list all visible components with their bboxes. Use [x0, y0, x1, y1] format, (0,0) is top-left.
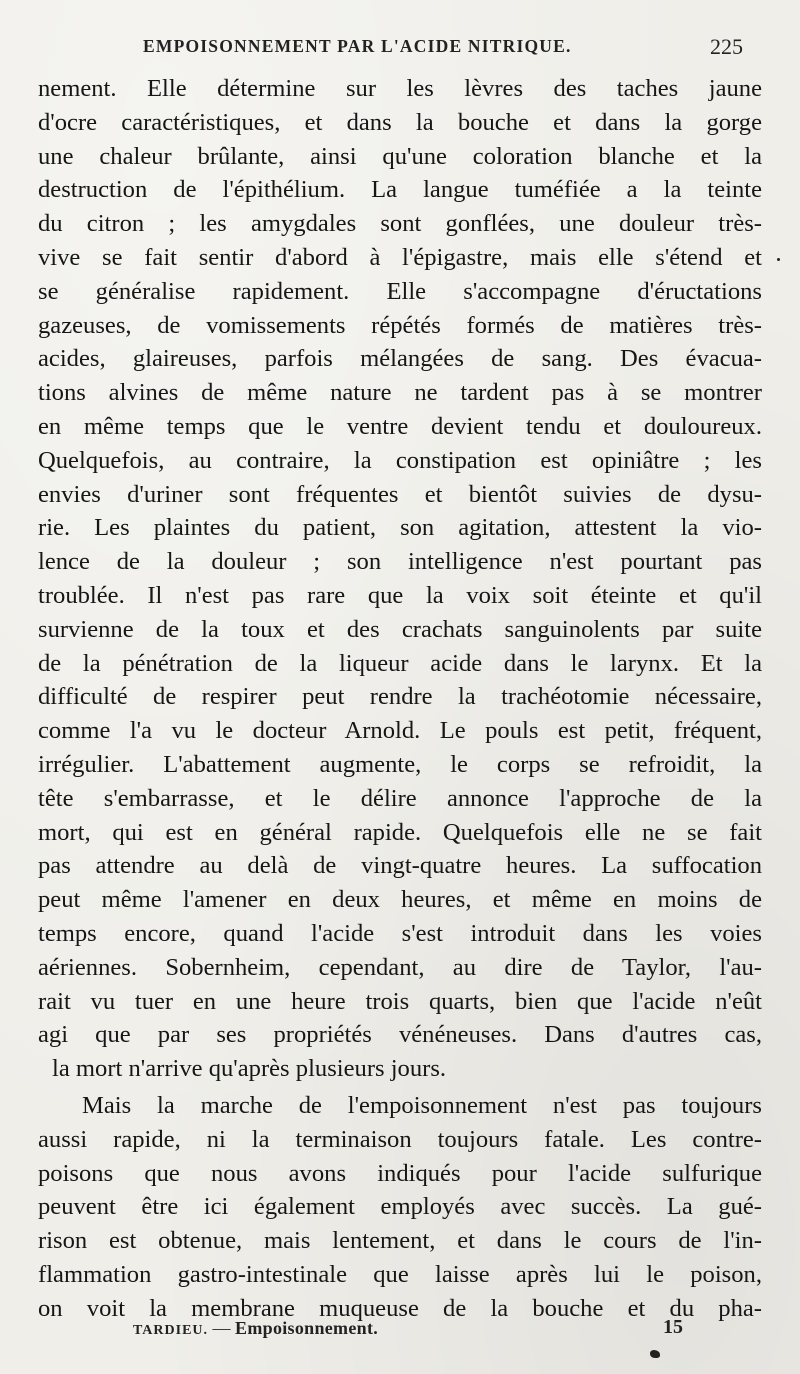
- text-line: d'ocre caractéristiques, et dans la bouche et dans la gorge: [38, 108, 762, 136]
- text-line: irrégulier. L'abattement augmente, le corps se refroidit, la: [38, 750, 762, 778]
- footer-signature: [133, 1318, 378, 1339]
- text-line: tête s'embarrasse, et le délire annonce l'approche de la: [38, 784, 762, 812]
- text-line: nement. Elle détermine sur les lèvres des taches jaune: [38, 75, 762, 102]
- paragraph-start-line: Mais la marche de l'empoisonnement n'est pas toujours: [82, 1091, 762, 1119]
- text-line: gazeuses, de vomissements répétés formés de matières très-: [38, 311, 762, 339]
- text-line: poisons que nous avons indiqués pour l'acide sulfurique: [38, 1159, 762, 1187]
- text-line: se généralise rapidement. Elle s'accompagne d'éructations: [38, 277, 762, 305]
- paragraph-end-line: la mort n'arrive qu'après plusieurs jours.: [52, 1055, 447, 1083]
- text-line: destruction de l'épithélium. La langue tuméfiée a la teinte: [38, 176, 762, 204]
- page-number: 225: [710, 34, 743, 59]
- text-line: lence de la douleur ; son intelligence n'est pourtant pas: [38, 548, 762, 576]
- text-line: acides, glaireuses, parfois mélangées de sang. Des évacua-: [38, 345, 762, 373]
- text-line: temps encore, quand l'acide s'est introduit dans les voies: [38, 919, 762, 947]
- footer-dash: —: [208, 1318, 236, 1338]
- text-line: mort, qui est en général rapide. Quelquefois elle ne se fait: [38, 818, 762, 846]
- text-line: troublée. Il n'est pas rare que la voix soit éteinte et qu'il: [38, 581, 762, 609]
- signature-mark: 15: [663, 1316, 683, 1338]
- text-line: flammation gastro-intestinale que laisse après lui le poison,: [38, 1260, 762, 1288]
- text-line: comme l'a vu le docteur Arnold. Le pouls est petit, fréquent,: [38, 717, 762, 745]
- text-line: difficulté de respirer peut rendre la trachéotomie nécessaire,: [38, 683, 762, 711]
- text-line: Quelquefois, au contraire, la constipation est opiniâtre ; les: [38, 446, 762, 474]
- text-line: survienne de la toux et des crachats sanguinolents par suite: [38, 615, 762, 643]
- running-title: EMPOISONNEMENT PAR L'ACIDE NITRIQUE.: [143, 36, 572, 56]
- body-text: [38, 72, 762, 1325]
- ink-speck: [650, 1350, 660, 1358]
- page-header: [143, 36, 743, 62]
- text-line: en même temps que le ventre devient tendu et douloureux.: [38, 412, 762, 440]
- text-line: on voit la membrane muqueuse de la bouche et du pha-: [38, 1294, 762, 1322]
- text-line: peuvent être ici également employés avec succès. La gué-: [38, 1193, 762, 1221]
- text-line: une chaleur brûlante, ainsi qu'une coloration blanche et la: [38, 142, 762, 170]
- text-line: rison est obtenue, mais lentement, et dans le cours de l'in-: [38, 1227, 762, 1255]
- ink-speck: [777, 258, 780, 261]
- page-footer: [133, 1318, 683, 1346]
- text-line: pas attendre au delà de vingt-quatre heures. La suffocation: [38, 852, 762, 880]
- text-line: tions alvines de même nature ne tardent pas à se montrer: [38, 379, 762, 407]
- text-line: peut même l'amener en deux heures, et même en moins de: [38, 886, 762, 914]
- text-line: rait vu tuer en une heure trois quarts, bien que l'acide n'eût: [38, 987, 762, 1015]
- text-line: envies d'uriner sont fréquentes et bientôt suivies de dysu-: [38, 480, 762, 508]
- text-line: aériennes. Sobernheim, cependant, au dire de Taylor, l'au-: [38, 953, 762, 981]
- text-line: de la pénétration de la liqueur acide dans le larynx. Et la: [38, 649, 762, 677]
- text-line: agi que par ses propriétés vénéneuses. Dans d'autres cas,: [38, 1021, 762, 1049]
- text-line: du citron ; les amygdales sont gonflées, une douleur très-: [38, 210, 762, 238]
- footer-author: TARDIEU.: [133, 1323, 209, 1338]
- text-line: rie. Les plaintes du patient, son agitation, attestent la vio-: [38, 514, 762, 542]
- text-line: vive se fait sentir d'abord à l'épigastre, mais elle s'étend et: [38, 243, 762, 271]
- footer-title: Empoisonnement.: [235, 1318, 379, 1338]
- text-line: aussi rapide, ni la terminaison toujours fatale. Les contre-: [38, 1125, 762, 1153]
